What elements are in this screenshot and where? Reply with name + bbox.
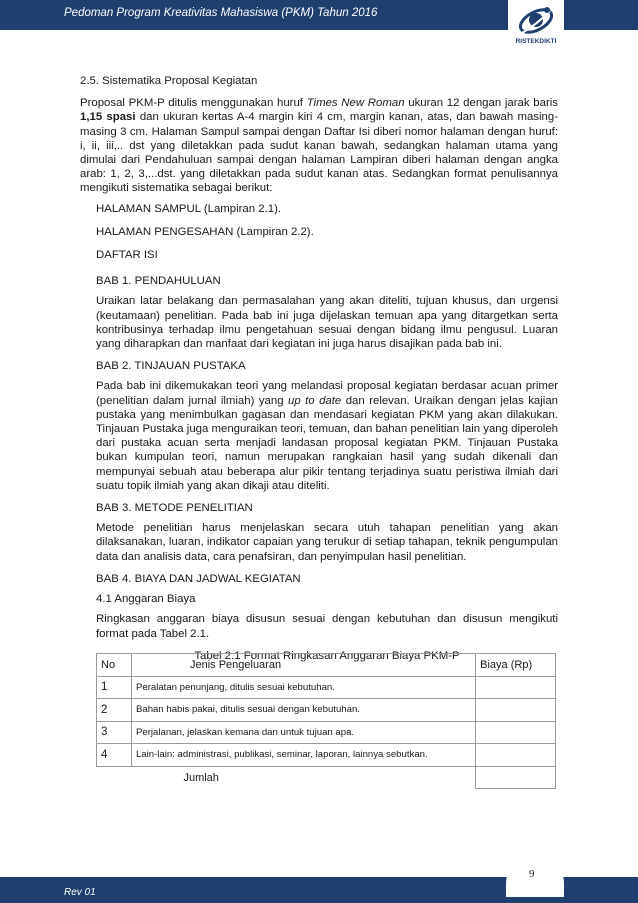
footer-bulge — [506, 855, 564, 897]
total-cost — [476, 766, 556, 789]
table-caption: Tabel 2.1 Format Ringkasan Anggaran Biaya PKM-P — [194, 649, 460, 662]
bab3-title: BAB 3. METODE PENELITIAN — [96, 502, 253, 515]
intro-text-3: dan ukuran kertas A-4 margin kiri 4 cm, margin kanan, atas, dan bawah masing-masing 3 cm. Halaman Sampul sampai dengan Daftar Isi diberi nomor halaman dengan huruf: i, ii, iii,.. dst yang diletakkan pada sudut kanan bawah, sedangkan halaman utama yang dimulai dari Pendahuluan sampai dengan halaman Lampiran diberi halaman dengan angka arab: 1, 2, 3,...dst. yang diletakkan pada sudut kanan atas. Sedangkan format penulisannya mengikuti sistematika sebagai berikut: — [80, 111, 558, 195]
header-title: Pedoman Program Kreativitas Mahasiswa (PKM) Tahun 2016 — [64, 7, 378, 19]
total-label: Jumlah — [183, 771, 219, 784]
bab2-text-2: dan relevan. Uraikan dengan jelas kajian pustaka yang menimbulkan gagasan dan mendasari kegiatan PKM yang akan dilakukan. Tinjauan Pustaka juga menguraikan teori, temuan, dan bahan penelitian lain yang diperoleh dari pustaka acuan serta menjadi landasan proposal kegiatan PKM. Tinjauan Pustaka bukan kumpulan teori, namun merupakan rangkaian hasil yang sudah dikenali dan mempunyai sebuah atau beberapa alur pikir tentang terjadinya suatu peristiwa ilmiah dari suatu topik ilmiah yang akan dikaji atau diteliti. — [96, 394, 559, 492]
row-desc: Lain-lain: administrasi, publikasi, seminar, laporan, lainnya sebutkan. — [131, 744, 475, 767]
bab2-body — [96, 379, 558, 493]
header-desc: Jenis Pengeluaran — [131, 654, 475, 677]
intro-text-1: Proposal PKM-P ditulis menggunakan huruf — [80, 97, 307, 110]
front-matter-approval: HALAMAN PENGESAHAN (Lampiran 2.2). — [96, 225, 314, 238]
row-cost — [476, 676, 556, 699]
document-body — [80, 74, 558, 669]
row-cost — [476, 721, 556, 744]
header-no: No — [97, 654, 132, 677]
table-row — [97, 676, 556, 699]
total-empty — [97, 766, 132, 789]
bab1-title: BAB 1. PENDAHULUAN — [96, 275, 221, 288]
logo-label: RISTEKDIKTI — [515, 38, 557, 45]
intro-font-name: Times New Roman — [306, 97, 405, 110]
table-total-row — [97, 766, 556, 789]
front-matter-cover: HALAMAN SAMPUL (Lampiran 2.1). — [96, 202, 282, 215]
table-row — [97, 721, 556, 744]
bab4-subtitle: 4.1 Anggaran Biaya — [96, 593, 196, 606]
table-row — [97, 744, 556, 767]
bab1-body: Uraikan latar belakang dan permasalahan yang akan diteliti, tujuan khusus, dan urgensi (keutamaan) penelitian. Pada bab ini juga dijelaskan temuan apa yang ditargetkan serta kontribusinya terhadap ilmu pengetahuan sesuai dengan bidang ilmu pengusul. Luaran yang diharapkan dan manfaat dari kegiatan ini juga harus disajikan pada bab ini. — [96, 295, 558, 351]
row-cost — [476, 744, 556, 767]
budget-table — [96, 653, 556, 789]
bab2-title: BAB 2. TINJAUAN PUSTAKA — [96, 360, 246, 373]
ristekdikti-logo — [508, 0, 564, 56]
front-matter-toc: DAFTAR ISI — [96, 249, 158, 262]
bab2-text-1: Pada bab ini dikemukakan teori yang melandasi proposal kegiatan berdasar acuan primer (penelitian dalam jurnal ilmiah) yang — [96, 380, 558, 407]
row-desc: Peralatan penunjang, ditulis sesuai kebutuhan. — [131, 676, 475, 699]
ristekdikti-emblem-icon — [516, 3, 556, 39]
bab2-emphasis: up to date — [288, 394, 342, 407]
section-title: 2.5. Sistematika Proposal Kegiatan — [80, 75, 258, 87]
table-row — [97, 699, 556, 722]
bab3-body: Metode penelitian harus menjelaskan secara utuh tahapan penelitian yang akan dilaksanakan, luaran, indikator capaian yang terukur di setiap tahapan, teknik pengumpulan data dan analisis data, cara penafsiran, dan penyimpulan hasil penelitian. — [96, 522, 558, 563]
row-no: 2 — [97, 699, 132, 722]
footer-revision: Rev 01 — [64, 887, 96, 898]
bab4-title: BAB 4. BIAYA DAN JADWAL KEGIATAN — [96, 572, 301, 585]
bab4-body: Ringkasan anggaran biaya disusun sesuai dengan kebutuhan dan disusun mengikuti format pada Tabel 2.1. — [96, 613, 558, 640]
table-header-row — [97, 654, 556, 677]
row-cost — [476, 699, 556, 722]
row-desc: Bahan habis pakai, ditulis sesuai dengan kebutuhan. — [131, 699, 475, 722]
row-desc: Perjalanan, jelaskan kemana dan untuk tujuan apa. — [131, 721, 475, 744]
intro-spacing: 1,15 spasi — [80, 111, 136, 124]
header-cost: Biaya (Rp) — [476, 654, 556, 677]
intro-paragraph — [80, 96, 558, 195]
intro-text-2: ukuran 12 dengan jarak baris — [404, 97, 558, 110]
row-no: 4 — [97, 744, 132, 767]
row-no: 1 — [97, 676, 132, 699]
page-number: 9 — [529, 868, 535, 880]
row-no: 3 — [97, 721, 132, 744]
